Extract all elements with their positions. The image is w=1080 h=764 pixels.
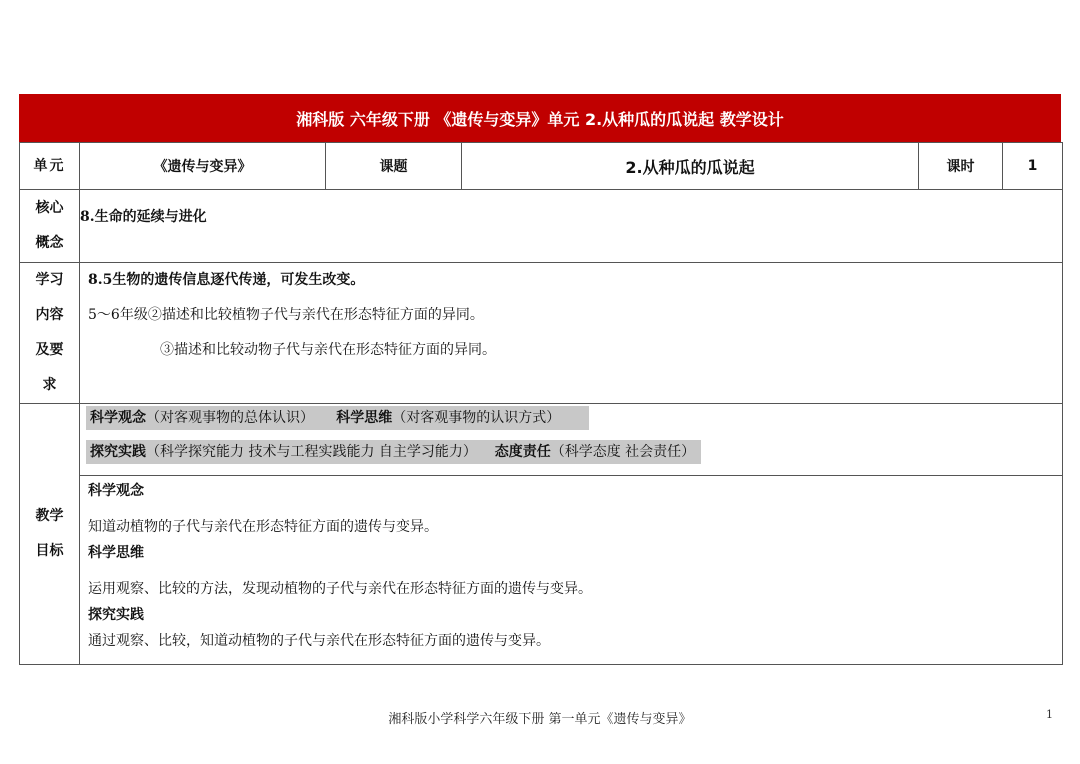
topic-label: 课题 — [326, 143, 462, 190]
requirements-label — [20, 263, 80, 404]
topic-value: 2.从种瓜的瓜说起 — [462, 143, 919, 190]
summary-attitude-heading: 态度责任 — [494, 444, 551, 460]
goal-text-thinking: 运用观察、比较的方法，发现动植物的子代与亲代在形态特征方面的遗传与变异。 — [88, 581, 592, 597]
summary-thinking-desc: （对客观事物的认识方式） — [392, 410, 561, 426]
goals-label-line2: 目标 — [35, 543, 64, 559]
goal-summary-line-1 — [86, 406, 589, 430]
goal-text-practice: 通过观察、比较，知道动植物的子代与亲代在形态特征方面的遗传与变异。 — [88, 633, 550, 649]
core-label-line2: 概念 — [35, 235, 64, 251]
table-row-requirements — [20, 263, 1063, 404]
unit-label: 单元 — [20, 143, 80, 190]
summary-attitude-desc: （科学态度 社会责任） — [550, 444, 696, 460]
document-title-banner — [19, 94, 1061, 142]
table-row-unit — [20, 143, 1063, 190]
summary-concept-desc: （对客观事物的总体认识） — [146, 410, 314, 426]
unit-value: 《遗传与变异》 — [80, 143, 326, 190]
requirement-line-2: 5～6年级②描述和比较植物子代与亲代在形态特征方面的异同。 — [88, 307, 484, 323]
table-row-core-concept — [20, 190, 1063, 263]
goals-label — [20, 404, 80, 665]
core-concept-text: 8.生命的延续与进化 — [80, 190, 1063, 263]
period-label: 课时 — [919, 143, 1003, 190]
goal-summary — [80, 404, 1063, 476]
core-concept-label — [20, 190, 80, 263]
req-label-line1: 学习 — [35, 272, 64, 288]
summary-practice-desc: （科学探究能力 技术与工程实践能力 自主学习能力） — [146, 444, 477, 460]
table-row-goal-details — [20, 476, 1063, 665]
req-label-line3: 及要 — [35, 342, 64, 358]
goal-summary-line-2 — [86, 440, 701, 464]
summary-thinking-heading: 科学思维 — [336, 410, 393, 426]
goal-heading-thinking: 科学思维 — [88, 545, 144, 561]
req-label-line4: 求 — [42, 377, 57, 393]
summary-concept-heading: 科学观念 — [90, 410, 146, 426]
summary-practice-heading: 探究实践 — [90, 444, 146, 460]
period-value: 1 — [1003, 143, 1063, 190]
core-label-line1: 核心 — [35, 200, 64, 216]
goal-text-concept: 知道动植物的子代与亲代在形态特征方面的遗传与变异。 — [88, 519, 438, 535]
goals-label-line1: 教学 — [35, 508, 64, 524]
goal-heading-concept: 科学观念 — [88, 483, 144, 499]
page-number: 1 — [1046, 708, 1053, 721]
requirement-line-1: 8.5生物的遗传信息逐代传递，可发生改变。 — [88, 272, 365, 288]
table-row-goal-summary — [20, 404, 1063, 476]
page-footer: 湘科版小学科学六年级下册 第一单元《遗传与变异》 — [388, 712, 692, 727]
goal-details — [80, 476, 1063, 665]
lesson-plan-table — [19, 142, 1063, 665]
requirement-line-3: ③描述和比较动物子代与亲代在形态特征方面的异同。 — [160, 342, 496, 358]
req-label-line2: 内容 — [35, 307, 64, 323]
goal-heading-practice: 探究实践 — [88, 607, 144, 623]
requirements-content — [80, 263, 1063, 404]
document-title: 湘科版 六年级下册 《遗传与变异》单元 2.从种瓜的瓜说起 教学设计 — [296, 109, 784, 129]
